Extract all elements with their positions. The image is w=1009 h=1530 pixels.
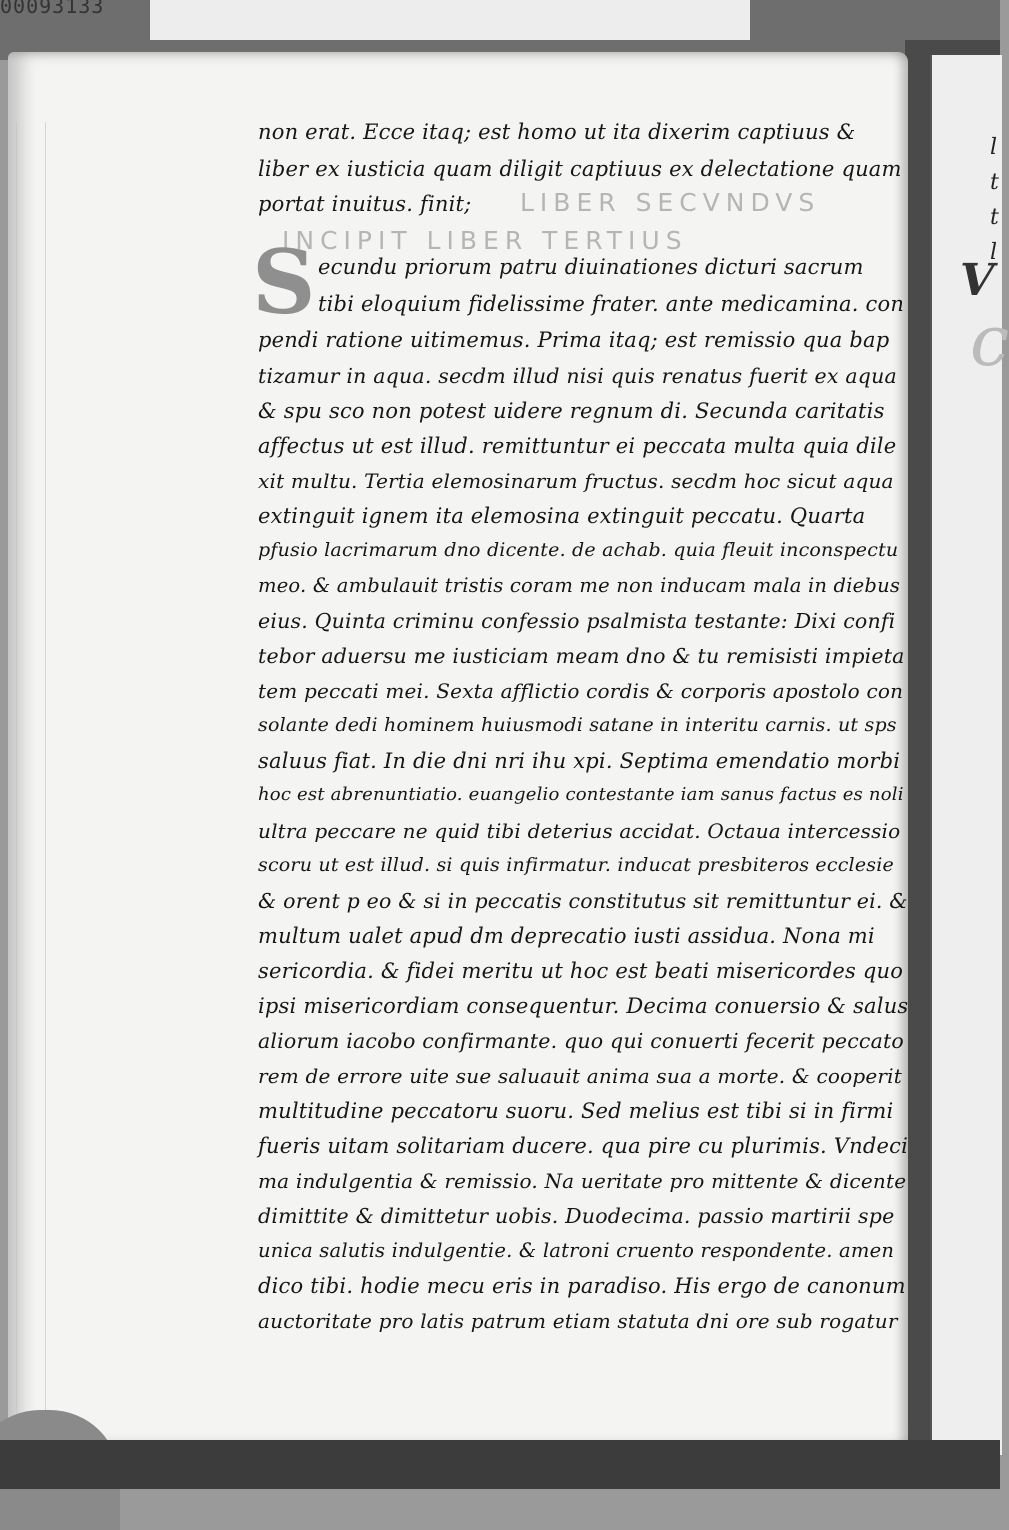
text-line: multitudine peccatoru suoru. Sed melius est tibi si in firmi [258, 1099, 894, 1123]
text-line: & spu sco non potest uidere regnum di. Secunda caritatis [258, 399, 885, 423]
text-line: fueris uitam solitariam ducere. qua pire cu plurimis. Vndeci [258, 1134, 909, 1158]
text-line: aliorum iacobo confirmante. quo qui conuerti fecerit peccato [258, 1029, 904, 1053]
text-line: dico tibi. hodie mecu eris in paradiso. His ergo de canonum [258, 1274, 906, 1298]
text-line: tizamur in aqua. secdm illud nisi quis renatus fuerit ex aqua [258, 364, 897, 388]
text-line: saluus fiat. In die dni nri ihu xpi. Septima emendatio morbi [258, 749, 901, 773]
facing-letter: t [990, 205, 999, 230]
scan-background-bottom [0, 1440, 1000, 1489]
text-line: & orent p eo & si in peccatis constitutus sit remittuntur ei. & [258, 889, 908, 913]
facing-letter: l [990, 240, 998, 265]
text-line: tebor aduersu me iusticiam meam dno & tu remisisti impieta [258, 644, 905, 668]
text-line: ecundu priorum patru diuinationes dicturi sacrum [318, 255, 864, 279]
text-line: liber ex iusticia quam diligit captiuus ex delectatione quam [258, 157, 902, 181]
text-line: ipsi misericordiam consequentur. Decima conuersio & salus [258, 994, 909, 1018]
text-line: tibi eloquium fidelissime frater. ante medicamina. con [318, 292, 905, 316]
incipit-rubric: INCIPIT LIBER TERTIUS [282, 226, 688, 255]
facing-letter: t [990, 170, 999, 195]
text-line: xit multu. Tertia elemosinarum fructus. secdm hoc sicut aqua [258, 469, 894, 493]
text-line: auctoritate pro latis patrum etiam statuta dni ore sub rogatur [258, 1309, 898, 1333]
text-line: meo. & ambulauit tristis coram me non inducam mala in diebus [258, 574, 901, 597]
scanner-card [150, 0, 750, 40]
text-line: ultra peccare ne quid tibi deterius accidat. Octaua intercessio [258, 819, 901, 843]
shelfmark-number: 00093133 [0, 0, 105, 18]
text-line: scoru ut est illud. si quis infirmatur. inducat presbiteros ecclesie [258, 854, 894, 876]
text-line: pfusio lacrimarum dno dicente. de achab. quia fleuit inconspectu [258, 539, 899, 561]
text-line: rem de errore uite sue saluauit anima sua a morte. & cooperit [258, 1064, 902, 1088]
decorated-initial: S [252, 230, 316, 334]
text-line: hoc est abrenuntiatio. euangelio contestante iam sanus factus es noli [258, 784, 904, 805]
text-line: sericordia. & fidei meritu ut hoc est beati misericordes quo [258, 959, 904, 983]
facing-capital: V [960, 255, 995, 306]
page-edges [16, 122, 46, 1452]
text-line: affectus ut est illud. remittuntur ei peccata multa quia dile [258, 434, 897, 458]
text-line: portat inuitus. finit; [258, 192, 472, 216]
text-line: unica salutis indulgentie. & latroni cruento respondente. amen [258, 1239, 895, 1262]
text-line: non erat. Ecce itaq; est homo ut ita dixerim captiuus & [258, 120, 856, 144]
text-line: ma indulgentia & remissio. Na ueritate pro mittente & dicente [258, 1169, 907, 1193]
facing-initial: c [970, 300, 1009, 382]
text-line: pendi ratione uitimemus. Prima itaq; est remissio qua bap [258, 328, 890, 352]
text-line: extinguit ignem ita elemosina extinguit peccatu. Quarta [258, 504, 866, 528]
facing-letter: l [990, 135, 998, 160]
text-line: tem peccati mei. Sexta afflictio cordis & corporis apostolo con [258, 679, 904, 703]
text-line: dimittite & dimittetur uobis. Duodecima. passio martirii spe [258, 1204, 895, 1228]
text-line: multum ualet apud dm deprecatio iusti assidua. Nona mi [258, 924, 875, 948]
text-line: eius. Quinta criminu confessio psalmista testante: Dixi confi [258, 609, 896, 633]
facing-page [930, 55, 1009, 1455]
text-line: solante dedi hominem huiusmodi satane in interitu carnis. ut sps [258, 714, 897, 736]
explicit-rubric: LIBER SECVNDVS [520, 188, 821, 217]
